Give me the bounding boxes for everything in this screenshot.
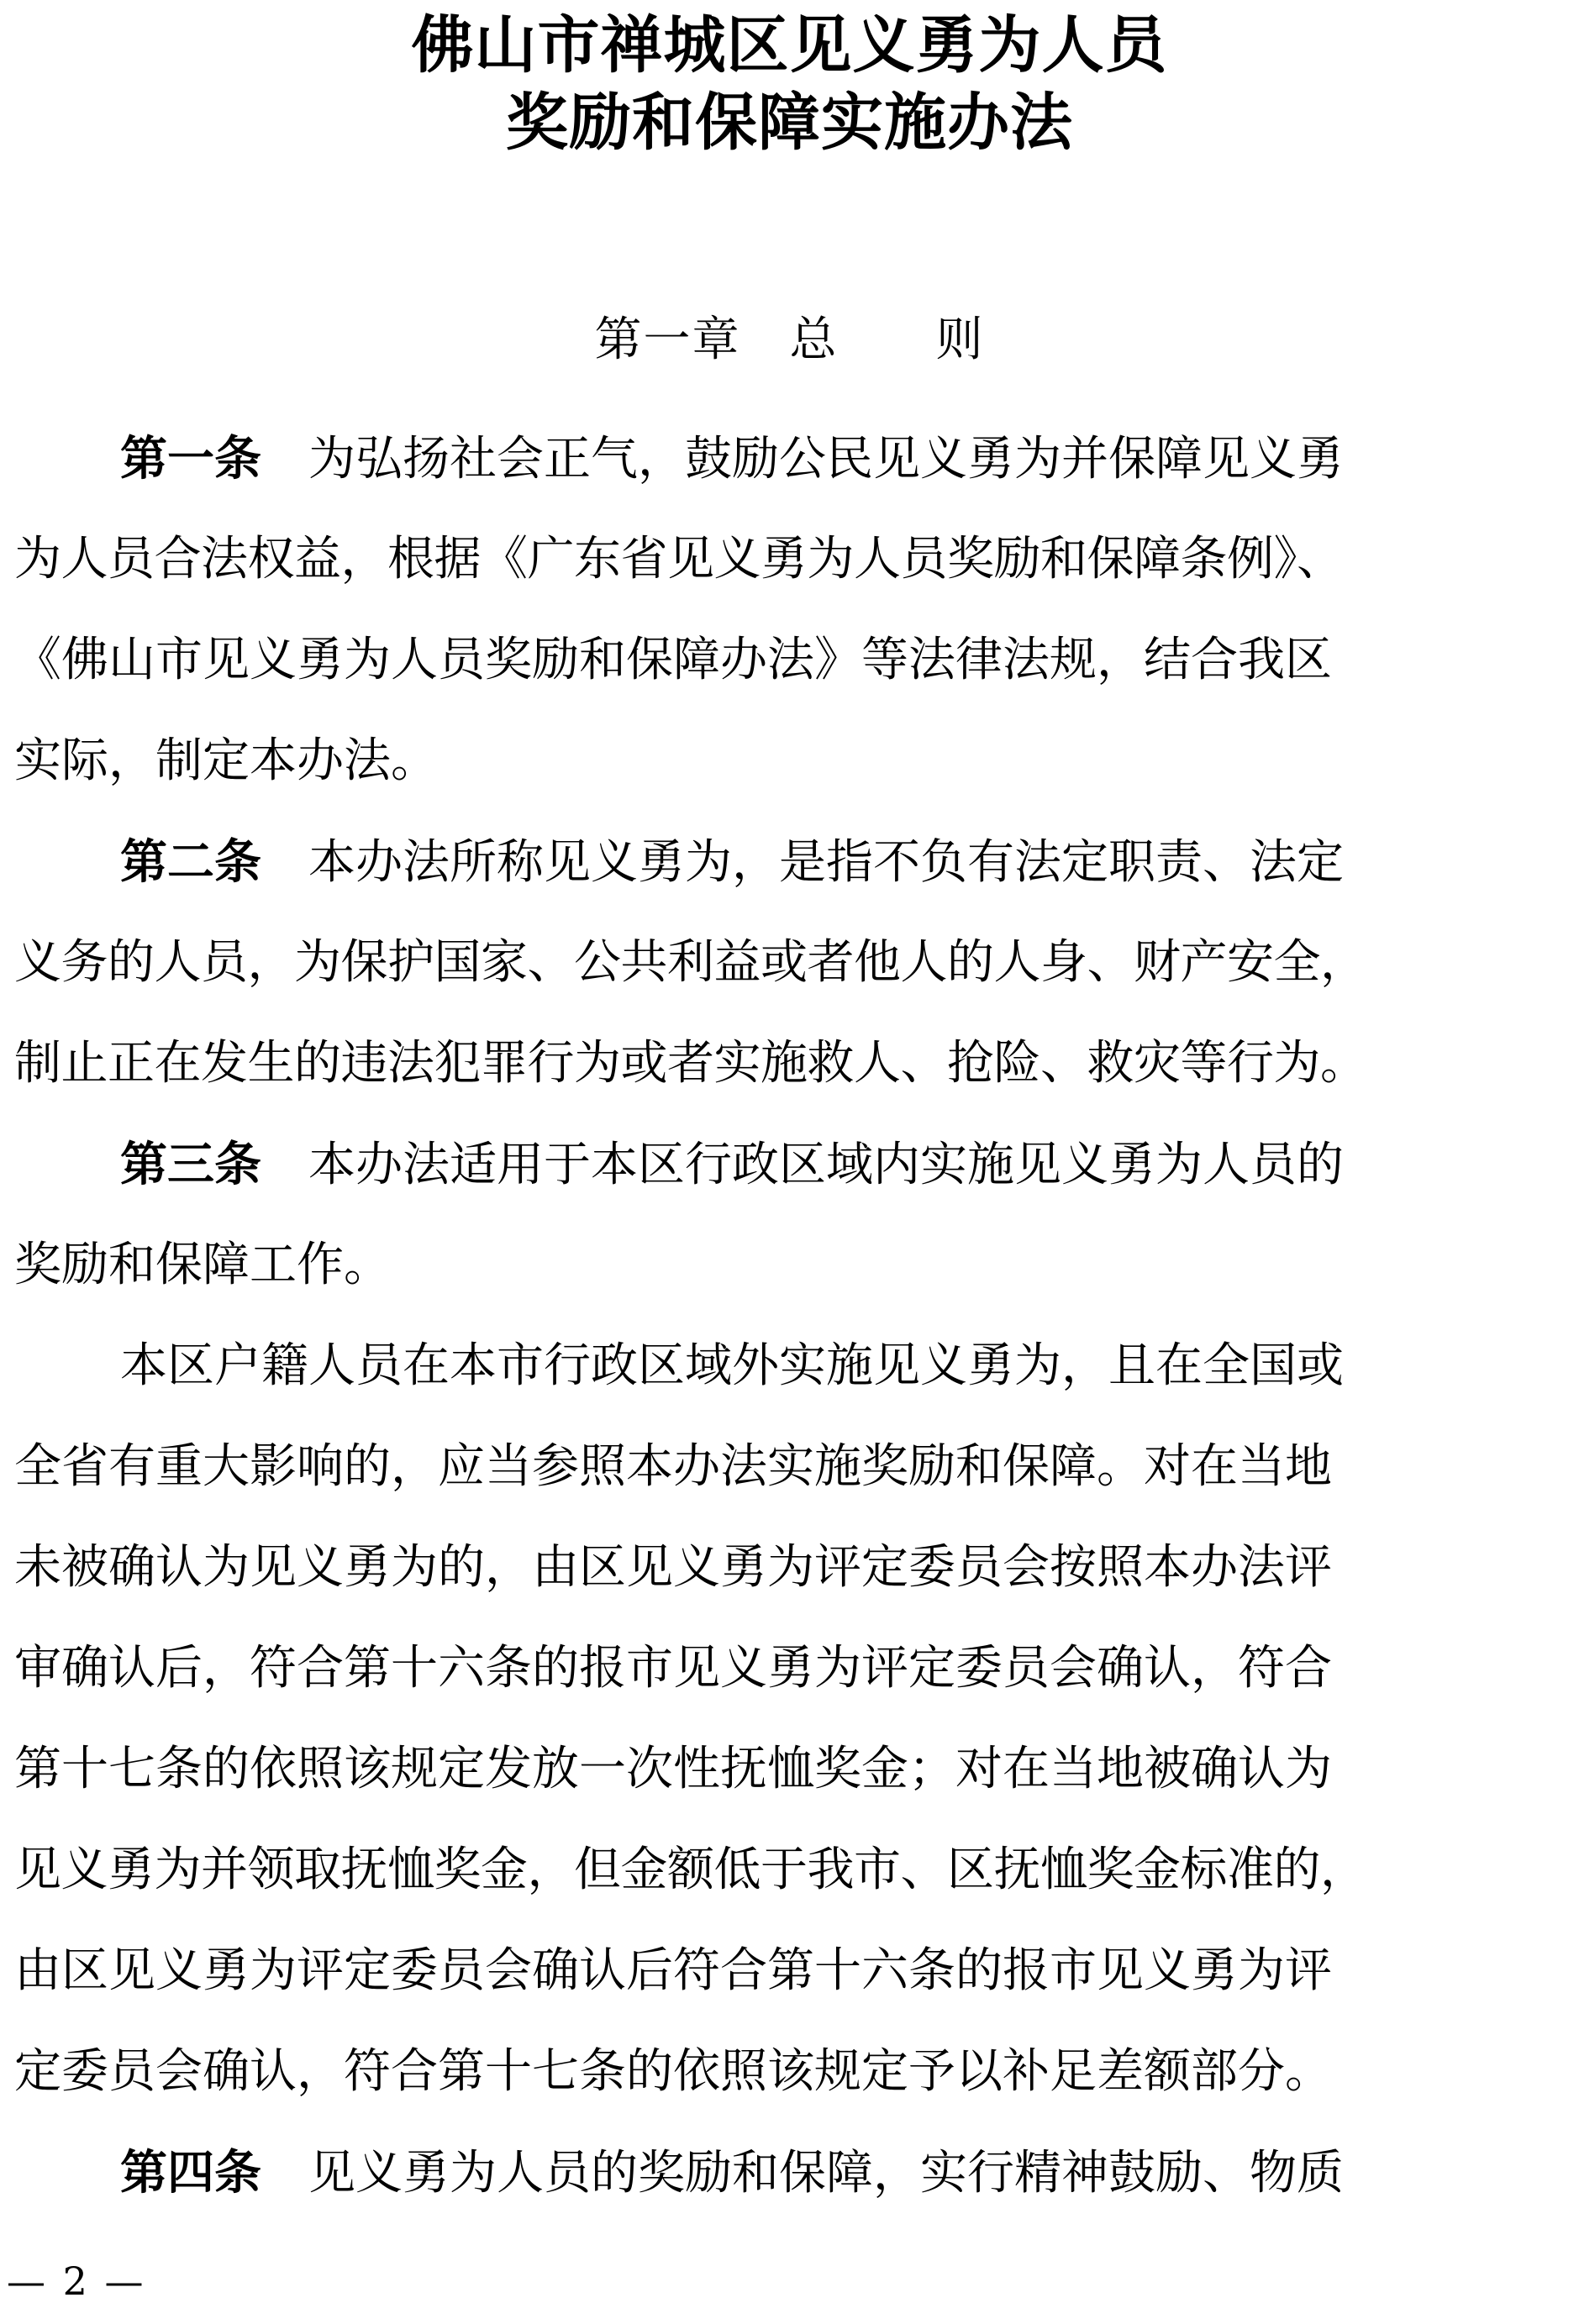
article-number: 第二条 bbox=[120, 835, 261, 888]
document-body bbox=[14, 408, 1565, 2223]
body-line-text: 《佛山市见义勇为人员奖励和保障办法》等法律法规，结合我区 bbox=[14, 633, 1332, 687]
body-line-text: 本办法所称见义勇为，是指不负有法定职责、法定 bbox=[261, 835, 1344, 890]
body-line-text: 见义勇为人员的奖励和保障，实行精神鼓励、物质 bbox=[261, 2146, 1344, 2200]
body-line-text: 为弘扬社会正气，鼓励公民见义勇为并保障见义勇 bbox=[261, 432, 1344, 486]
body-line-text: 审确认后，符合第十六条的报市见义勇为评定委员会确认，符合 bbox=[14, 1641, 1332, 1696]
body-line-text: 实际，制定本办法。 bbox=[14, 733, 438, 788]
body-line bbox=[14, 1013, 1565, 1114]
body-line bbox=[14, 1921, 1565, 2022]
body-line bbox=[14, 2122, 1565, 2223]
article-number: 第三条 bbox=[120, 1138, 261, 1191]
body-line-text: 由区见义勇为评定委员会确认后符合第十六条的报市见义勇为评 bbox=[14, 1943, 1332, 1998]
body-line bbox=[14, 1618, 1565, 1719]
chapter-heading: 第一章 总 则 bbox=[594, 313, 985, 365]
document-title bbox=[0, 7, 1579, 161]
body-line bbox=[14, 408, 1565, 509]
body-line bbox=[14, 1719, 1565, 1820]
article-number: 第四条 bbox=[120, 2146, 261, 2199]
body-line bbox=[14, 1417, 1565, 1517]
body-line bbox=[14, 1517, 1565, 1618]
article-number: 第一条 bbox=[120, 432, 261, 485]
body-line-text: 未被确认为见义勇为的，由区见义勇为评定委员会按照本办法评 bbox=[14, 1540, 1332, 1595]
body-line bbox=[14, 509, 1565, 610]
body-line bbox=[14, 1316, 1565, 1417]
body-line bbox=[14, 912, 1565, 1013]
body-line-text: 全省有重大影响的，应当参照本办法实施奖励和保障。对在当地 bbox=[14, 1439, 1332, 1494]
body-line-text: 定委员会确认，符合第十七条的依照该规定予以补足差额部分。 bbox=[14, 2044, 1332, 2099]
body-line-text: 奖励和保障工作。 bbox=[14, 1238, 391, 1292]
body-line-text: 本办法适用于本区行政区域内实施见义勇为人员的 bbox=[261, 1138, 1344, 1192]
document-title-line-1: 佛山市禅城区见义勇为人员 bbox=[411, 9, 1168, 81]
body-line bbox=[14, 1820, 1565, 1921]
body-line bbox=[14, 711, 1565, 812]
body-line bbox=[14, 1215, 1565, 1316]
body-line bbox=[14, 812, 1565, 912]
body-line-text: 制止正在发生的违法犯罪行为或者实施救人、抢险、救灾等行为。 bbox=[14, 1036, 1367, 1091]
body-line-text: 见义勇为并领取抚恤奖金，但金额低于我市、区抚恤奖金标准的， bbox=[14, 1843, 1367, 1897]
body-line bbox=[14, 2022, 1565, 2122]
body-line bbox=[14, 610, 1565, 711]
body-line-text: 本区户籍人员在本市行政区域外实施见义勇为，且在全国或 bbox=[120, 1338, 1344, 1393]
document-title-line-2: 奖励和保障实施办法 bbox=[506, 87, 1073, 159]
body-line bbox=[14, 1114, 1565, 1215]
page-number: — 2 — bbox=[7, 2258, 146, 2304]
body-line-text: 义务的人员，为保护国家、公共利益或者他人的人身、财产安全， bbox=[14, 935, 1367, 990]
body-line-text: 第十七条的依照该规定发放一次性抚恤奖金；对在当地被确认为 bbox=[14, 1742, 1332, 1796]
body-line-text: 为人员合法权益，根据《广东省见义勇为人员奖励和保障条例》、 bbox=[14, 532, 1344, 586]
